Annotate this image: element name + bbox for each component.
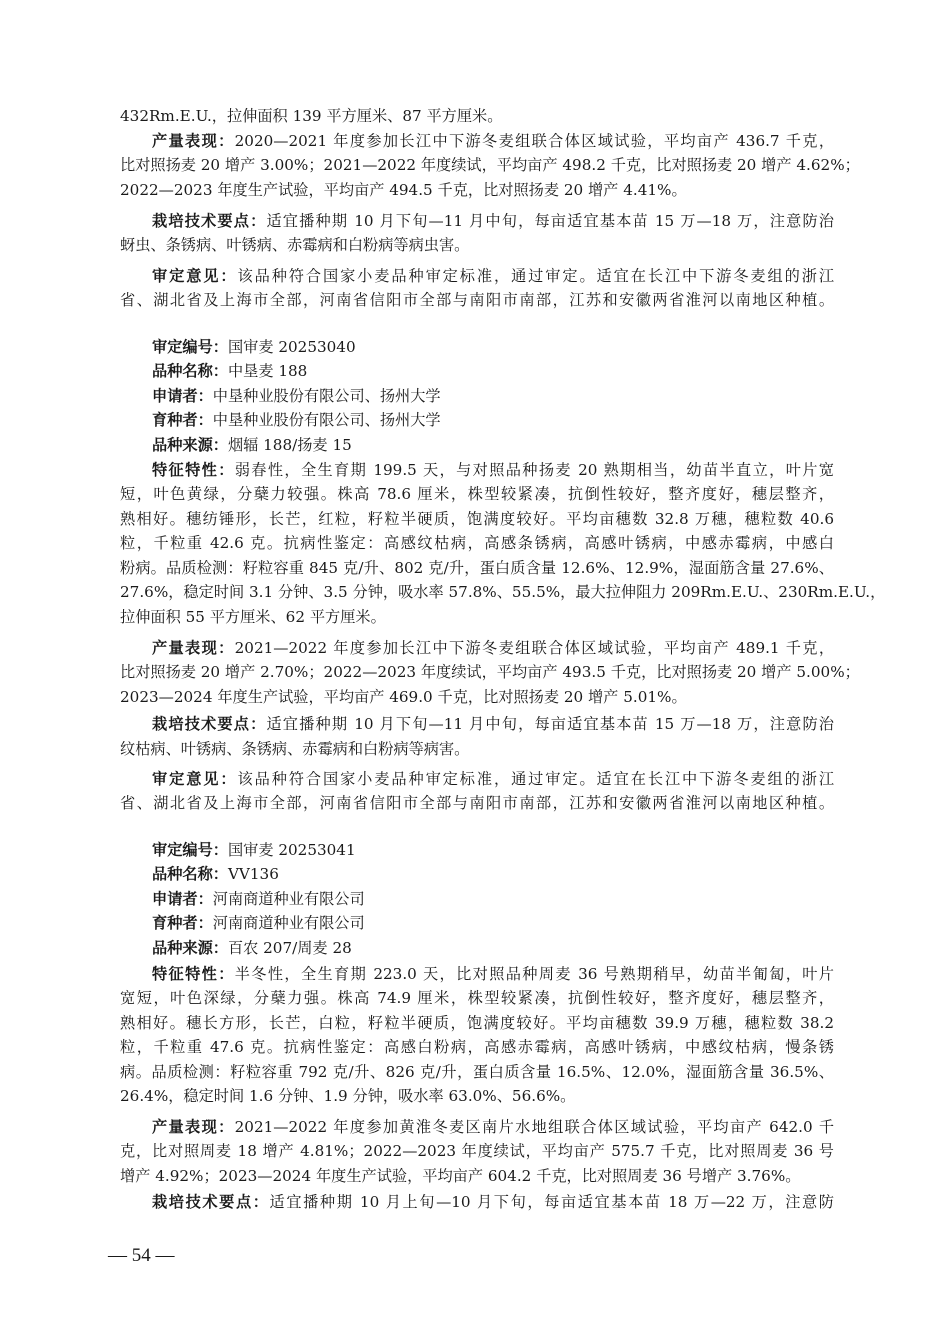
opinion-label: 审定意见：	[152, 770, 238, 788]
yield-paragraph: 产量表现：2021—2022 年度参加黄淮冬麦区南片水地组联合体区域试验，平均亩产 642.0 千	[152, 1118, 835, 1136]
opinion-paragraph: 审定意见：该品种符合国家小麦品种审定标准，通过审定。适宜在长江中下游冬麦组的浙江	[152, 770, 835, 788]
text-line: 拉伸面积 55 平方厘米、62 平方厘米。	[120, 608, 386, 626]
opinion-paragraph: 审定意见：该品种符合国家小麦品种审定标准，通过审定。适宜在长江中下游冬麦组的浙江	[152, 267, 835, 285]
yield-label: 产量表现：	[152, 132, 235, 150]
breeder: 育种者：中垦种业股份有限公司、扬州大学	[152, 411, 441, 429]
text-line: 2022—2023 年度生产试验，平均亩产 494.5 千克，比对照扬麦 20 增产 4.41%。	[120, 181, 687, 199]
yield-label: 产量表现：	[152, 639, 235, 657]
traits-paragraph: 特征特性：弱春性，全生育期 199.5 天，与对照品种扬麦 20 熟期相当，幼苗半直立，叶片宽	[152, 461, 834, 479]
text-line: 27.6%，稳定时间 3.1 分钟、3.5 分钟，吸水率 57.8%、55.5%，最大拉伸阻力 209Rm.E.U.、230Rm.E.U.，	[120, 583, 886, 601]
cultivation-label: 栽培技术要点：	[152, 715, 267, 733]
page-number: — 54 —	[108, 1245, 175, 1266]
text-line: 省、湖北省及上海市全部，河南省信阳市全部与南阳市南部，江苏和安徽两省淮河以南地区种植。	[120, 291, 834, 309]
text-line: 省、湖北省及上海市全部，河南省信阳市全部与南阳市南部，江苏和安徽两省淮河以南地区种植。	[120, 794, 834, 812]
variety-name: 品种名称：中垦麦 188	[152, 362, 308, 380]
cultivation-paragraph: 栽培技术要点：适宜播种期 10 月下旬—11 月中旬，每亩适宜基本苗 15 万—18 万，注意防治	[152, 212, 834, 230]
variety-source: 品种来源：烟辐 188/扬麦 15	[152, 436, 352, 454]
approval-number: 审定编号：国审麦 20253040	[152, 338, 356, 356]
traits-label: 特征特性：	[152, 965, 235, 983]
text-line: 宽短，叶色深绿，分蘖力强。株高 74.9 厘米，株型较紧凑，抗倒性较好，整齐度好，穗层整齐，	[120, 989, 834, 1007]
variety-source: 品种来源：百农 207/周麦 28	[152, 939, 352, 957]
variety-name: 品种名称：VV136	[152, 865, 279, 883]
text-line: 粒，千粒重 42.6 克。抗病性鉴定：高感纹枯病，高感条锈病，高感叶锈病，中感赤霉病，中感白	[120, 534, 834, 552]
applicant: 申请者：河南商道种业有限公司	[152, 890, 365, 908]
cultivation-label: 栽培技术要点：	[152, 1193, 270, 1211]
text-line: 熟相好。穗纺锤形，长芒，红粒，籽粒半硬质，饱满度较好。平均亩穗数 32.8 万穗，穗粒数 40.6	[120, 510, 834, 528]
yield-label: 产量表现：	[152, 1118, 235, 1136]
text-line: 432Rm.E.U.，拉伸面积 139 平方厘米、87 平方厘米。	[120, 107, 503, 125]
text-line: 比对照扬麦 20 增产 2.70%；2022—2023 年度续试，平均亩产 493.5 千克，比对照扬麦 20 增产 5.00%；	[120, 663, 860, 681]
breeder: 育种者：河南商道种业有限公司	[152, 914, 365, 932]
text-line: 纹枯病、叶锈病、条锈病、赤霉病和白粉病等病害。	[120, 740, 470, 758]
yield-paragraph: 产量表现：2021—2022 年度参加长江中下游冬麦组联合体区域试验，平均亩产 489.1 千克，	[152, 639, 835, 657]
cultivation-paragraph: 栽培技术要点：适宜播种期 10 月上旬—10 月下旬，每亩适宜基本苗 18 万—22 万，注意防	[152, 1193, 834, 1211]
applicant: 申请者：中垦种业股份有限公司、扬州大学	[152, 387, 441, 405]
text-line: 克，比对照周麦 18 增产 4.81%；2022—2023 年度续试，平均亩产 575.7 千克，比对照周麦 36 号	[120, 1142, 834, 1160]
approval-number: 审定编号：国审麦 20253041	[152, 841, 356, 859]
cultivation-label: 栽培技术要点：	[152, 212, 267, 230]
text-line: 熟相好。穗长方形，长芒，白粒，籽粒半硬质，饱满度较好。平均亩穗数 39.9 万穗，穗粒数 38.2	[120, 1014, 834, 1032]
text-line: 短，叶色黄绿，分蘖力较强。株高 78.6 厘米，株型较紧凑，抗倒性较好，整齐度好，穗层整齐，	[120, 485, 834, 503]
text-line: 增产 4.92%；2023—2024 年度生产试验，平均亩产 604.2 千克，比对照周麦 36 号增产 3.76%。	[120, 1167, 801, 1185]
text-line: 比对照扬麦 20 增产 3.00%；2021—2022 年度续试，平均亩产 498.2 千克，比对照扬麦 20 增产 4.62%；	[120, 156, 860, 174]
text-line: 2023—2024 年度生产试验，平均亩产 469.0 千克，比对照扬麦 20 增产 5.01%。	[120, 688, 687, 706]
traits-label: 特征特性：	[152, 461, 235, 479]
text-line: 病。品质检测：籽粒容重 792 克/升、826 克/升，蛋白质含量 16.5%、12.0%，湿面筋含量 36.5%、	[120, 1063, 834, 1081]
traits-paragraph: 特征特性：半冬性，全生育期 223.0 天，比对照品种周麦 36 号熟期稍早，幼苗半匍匐，叶片	[152, 965, 834, 983]
opinion-label: 审定意见：	[152, 267, 238, 285]
text-line: 蚜虫、条锈病、叶锈病、赤霉病和白粉病等病虫害。	[120, 236, 470, 254]
text-line: 粒，千粒重 47.6 克。抗病性鉴定：高感白粉病，高感赤霉病，高感叶锈病，中感纹枯病，慢条锈	[120, 1038, 834, 1056]
cultivation-paragraph: 栽培技术要点：适宜播种期 10 月下旬—11 月中旬，每亩适宜基本苗 15 万—18 万，注意防治	[152, 715, 834, 733]
text-line: 粉病。品质检测：籽粒容重 845 克/升、802 克/升，蛋白质含量 12.6%、12.9%，湿面筋含量 27.6%、	[120, 559, 834, 577]
yield-paragraph: 产量表现：2020—2021 年度参加长江中下游冬麦组联合体区域试验，平均亩产 436.7 千克，	[152, 132, 835, 150]
text-line: 26.4%，稳定时间 1.6 分钟、1.9 分钟，吸水率 63.0%、56.6%。	[120, 1087, 576, 1105]
